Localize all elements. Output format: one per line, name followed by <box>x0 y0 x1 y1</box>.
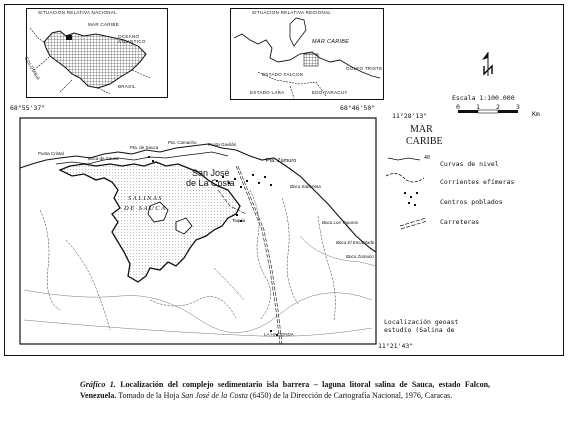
caption-text-post: (6450) de la Dirección de Cartografía Nacional, 1976, Caracas. <box>249 390 453 400</box>
scale-tick-2: 2 <box>496 103 500 111</box>
label-punta-gavilan: Punta Gavilán <box>208 142 237 147</box>
inset-national-brasil: BRASIL <box>118 84 136 89</box>
label-pta-sauca: Pta. de Sauca <box>130 145 159 150</box>
scale-tick-1: 1 <box>476 103 480 111</box>
figure-caption <box>80 380 490 401</box>
caption-label: Gráfico 1. <box>80 380 116 389</box>
scale-tick-3: 3 <box>516 103 520 111</box>
label-punta-camacho: Pta. Camacho <box>168 140 197 145</box>
caption-bold-text: Localización del complejo sedimentario isla barrera – laguna litoral salina de Sauca, estado Falcon, Venezuela. <box>80 380 491 400</box>
inset-national-title: SITUACION RELATIVA NACIONAL <box>38 10 117 15</box>
caption-sheet: San José de la Costa <box>181 390 248 400</box>
inset-national-oceano: OCEANO ATLANTICO <box>118 34 146 44</box>
inset-regional-lara: ESTADO LARA <box>250 90 285 95</box>
inset-regional-golfo: GOLFO TRISTE <box>346 66 383 71</box>
inset-regional-yaracuy: EDO YARACUY <box>312 90 348 95</box>
legend-item-towns: Centros poblados <box>440 198 503 206</box>
coord-west: 68°55'37" <box>10 104 46 112</box>
label-boca-zumuco: Boca Zumuco <box>346 254 374 259</box>
study-note-1: Localización geoast <box>384 318 459 326</box>
legend-item-contour: Curvas de nivel <box>440 160 499 168</box>
coord-north: 11°28'13" <box>392 112 428 120</box>
scale-unit: Km <box>532 110 540 118</box>
legend-item-roads: Carreteras <box>440 218 480 226</box>
contour-lines <box>24 236 376 336</box>
label-salinas-2: DE SAUCA <box>124 205 167 212</box>
inset-regional-title: SITUACION RELATIVA REGIONAL <box>252 10 332 15</box>
study-note-2: estudio (Salina de <box>384 326 455 334</box>
barrier-island <box>56 152 228 164</box>
inset-national-colombia: COLOMBIA <box>23 56 42 82</box>
sea-label-mar: MAR <box>410 124 433 135</box>
sea-label-caribe: CARIBE <box>406 136 443 147</box>
label-boca-encantado: Boca El Encantado <box>336 240 375 245</box>
label-de-la-costa: de La Costa <box>186 178 235 188</box>
label-punta-cristal: Punta Cristal <box>38 151 64 156</box>
scale-label: Escala 1:100.000 <box>452 94 515 102</box>
inset-regional-falcon: ESTADO FALCON <box>262 72 304 77</box>
label-salinas-1: SALINAS <box>128 195 164 202</box>
coord-east: 68°46'50" <box>340 104 376 112</box>
legend-contour-value: 40 <box>424 155 431 161</box>
coord-south: 11°21'43" <box>378 342 414 350</box>
label-boca-taparos: Boca Los Taparos <box>322 220 359 225</box>
label-taquia: Taquia <box>232 218 246 223</box>
legend-item-streams: Corrientes efímeras <box>440 178 515 186</box>
scale-tick-0: 0 <box>456 103 460 111</box>
inset-regional-caribe: MAR CARIBE <box>312 39 350 45</box>
caption-text-pre: Tomado de la Hoja <box>118 390 180 400</box>
label-la-hacienda: LA HACIENDA <box>264 332 294 337</box>
inset-national-caribe: MAR CARIBE <box>88 22 120 27</box>
label-boca-sabaneta: Boca Sabaneta <box>290 184 321 189</box>
label-pta-zamuro: Pta. Zamuro <box>266 158 297 164</box>
label-san-jose: San José <box>192 168 230 178</box>
label-boca-sauca: Boca de Sauca <box>88 156 119 161</box>
